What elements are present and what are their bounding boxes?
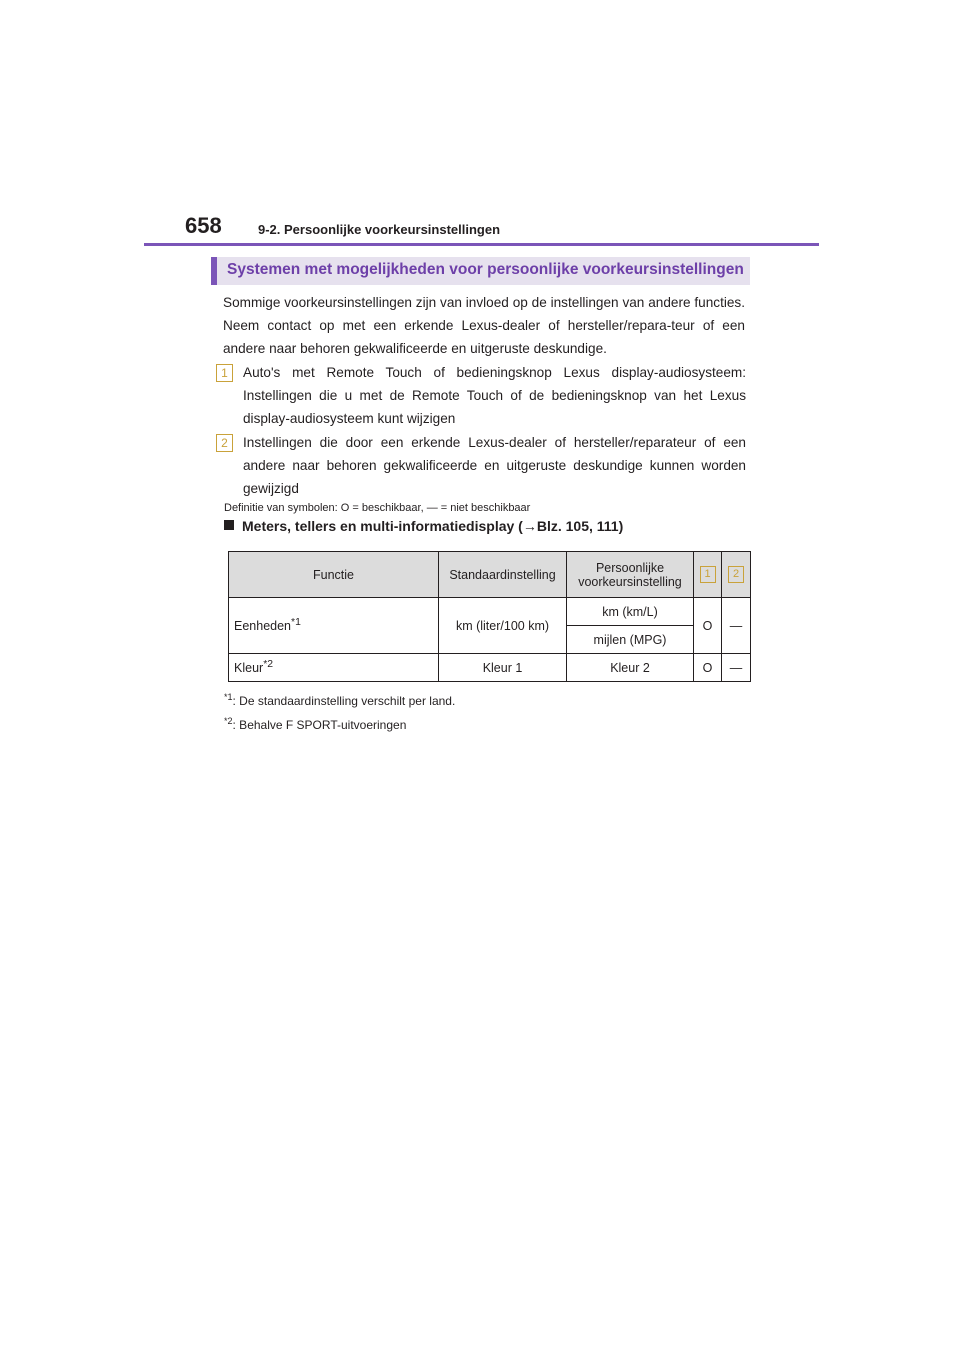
cell-option: km (km/L): [567, 598, 694, 626]
subheading: [224, 518, 623, 534]
cell-function: Kleur$^{*2}$: [229, 654, 439, 682]
numbered-item-text: Instellingen die door een erkende Lexus-dealer of hersteller/reparateur of een andere naar behoren gekwalificeerde en uitgeruste deskundige kunnen worden gewijzigd: [243, 435, 746, 496]
cell-option: Kleur 2: [567, 654, 694, 682]
square-bullet-icon: [224, 520, 234, 530]
header-function: Functie: [229, 552, 439, 598]
page-number: 658: [185, 213, 222, 238]
cell-available-2: —: [722, 654, 751, 682]
header-rule: [144, 243, 819, 246]
table-header-row: [229, 552, 751, 598]
intro-paragraph: Sommige voorkeursinstellingen zijn van invloed op de instellingen van andere functies. Neem contact op met een erkende Lexus-dealer of hersteller/repara-teur of een andere naar behoren gekwalificeerde en uitgeruste deskundige.: [223, 295, 745, 356]
header-default: Standaardinstelling: [439, 552, 567, 598]
number-badge: 2: [728, 566, 744, 583]
cell-default: Kleur 1: [439, 654, 567, 682]
chapter-title: 9-2. Persoonlijke voorkeursinstellingen: [258, 222, 501, 237]
cell-option: mijlen (MPG): [567, 626, 694, 654]
table-row: [229, 654, 751, 682]
section-title: Systemen met mogelijkheden voor persoonlijke voorkeursinstellingen: [211, 257, 750, 285]
number-badge: 1: [700, 566, 716, 583]
footnote-1: $^{*1}$: De standaardinstelling verschilt per land.: [224, 692, 456, 708]
number-badge: 1: [216, 364, 233, 382]
number-badge: 2: [216, 434, 233, 452]
table-row: [229, 598, 751, 626]
header-col-1: [694, 552, 722, 598]
numbered-item-text: Auto's met Remote Touch of bedieningsknop Lexus display-audiosysteem: Instellingen die u met de Remote Touch of de bedieningsknop van het Lexus display-audiosysteem kunt wijzigen: [243, 365, 746, 426]
footnote-2: $^{*2}$: Behalve F SPORT-uitvoeringen: [224, 716, 407, 732]
header-col-2: [722, 552, 751, 598]
symbol-definition: Definitie van symbolen: O = beschikbaar, — = niet beschikbaar: [224, 502, 531, 514]
cell-available-1: O: [694, 598, 722, 654]
footnote-marker: *1: [291, 617, 301, 629]
subheading-text: Meters, tellers en multi-informatiedisplay (→Blz. 105, 111): [242, 518, 624, 534]
footnote-marker: *2: [263, 659, 274, 671]
cell-available-1: O: [694, 654, 722, 682]
cell-available-2: —: [722, 598, 751, 654]
settings-table: [228, 551, 751, 682]
cell-default: km (liter/100 km): [439, 598, 567, 654]
cell-function: Eenheden$^{*1}$: [229, 598, 439, 654]
header-personal: Persoonlijke voorkeursinstelling: [567, 552, 694, 598]
